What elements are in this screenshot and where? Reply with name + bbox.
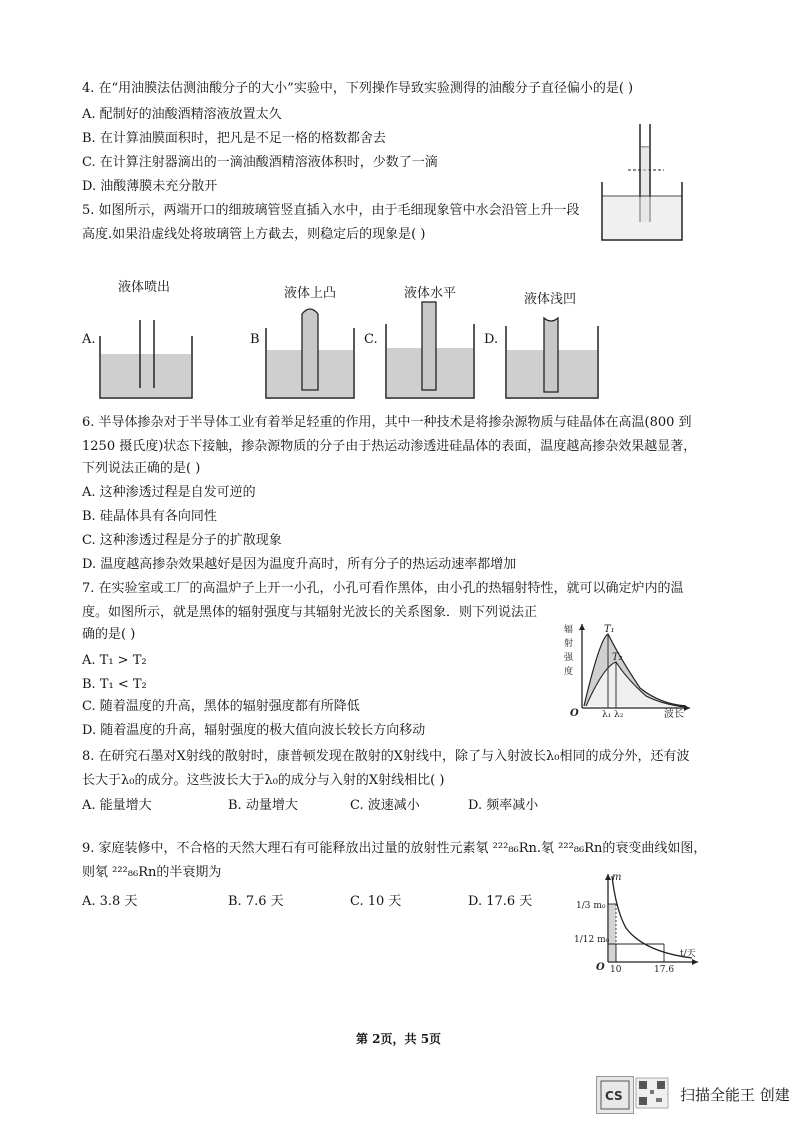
q7-stem-line3: 确的是( ): [82, 627, 136, 642]
q7-option-a: A. T₁ > T₂: [82, 653, 147, 668]
q4-stem: 4. 在“用油膜法估测油酸分子的大小”实验中，下列操作导致实验测得的油酸分子直径偏小的是( ): [82, 81, 634, 96]
q4-option-d: D. 油酸薄膜未充分散开: [82, 179, 218, 194]
q4-option-a: A. 配制好的油酸酒精溶液放置太久: [82, 107, 282, 122]
q5-stem-line2: 高度.如果沿虚线处将玻璃管上方截去，则稳定后的现象是( ): [82, 227, 426, 242]
q5-choice-b-caption: 液体上凸: [284, 286, 337, 301]
q4-option-b: B. 在计算油膜面积时，把凡是不足一格的格数都舍去: [82, 131, 386, 146]
q8-stem-line2: 长大于λ₀的成分。这些波长大于λ₀的成分与入射的X射线相比( ): [82, 773, 445, 788]
q7-option-b: B. T₁ < T₂: [82, 677, 147, 692]
q9-stem-line1: 9. 家庭装修中，不合格的天然大理石有可能释放出过量的放射性元素氡 ²²²₈₆Rn.氡 ²²²₈₆Rn的衰变曲线如图，: [82, 841, 707, 856]
q9-graph-xtick2: 17.6: [654, 965, 675, 975]
q5-choice-d-figure: [504, 308, 600, 400]
q5-choice-a-figure: [98, 318, 194, 400]
q8-option-d: D. 频率减小: [468, 798, 539, 813]
page-footer: 第 2页，共 5页: [356, 1032, 442, 1046]
q9-option-a: A. 3.8 天: [82, 894, 138, 909]
q8-option-c: C. 波速减小: [350, 798, 420, 813]
q5-choice-c-caption: 液体水平: [404, 286, 457, 301]
watermark-text: 扫描全能王 创建: [680, 1086, 790, 1104]
q9-option-b: B. 7.6 天: [228, 894, 284, 909]
q7-graph-curve2: T₂: [612, 652, 623, 663]
q5-choice-c-figure: [384, 300, 476, 400]
q9-graph-xtick1: 10: [610, 965, 622, 975]
q7-graph-ylabel-4: 度: [564, 667, 574, 677]
q5-choice-a-caption: 液体喷出: [118, 280, 171, 295]
q6-stem-line3: 下列说法正确的是( ): [82, 461, 201, 476]
q7-graph-ylabel-2: 射: [564, 639, 574, 649]
q7-graph-tick1: λ₁: [602, 710, 612, 720]
q6-option-a: A. 这种渗透过程是自发可逆的: [82, 485, 256, 500]
q7-blackbody-graph: [560, 618, 700, 718]
q9-graph-xlabel: t/天: [680, 949, 696, 959]
q7-option-d: D. 随着温度的升高，辐射强度的极大值向波长较长方向移动: [82, 723, 426, 738]
q5-capillary-figure: [598, 122, 688, 242]
q7-graph-xlabel: 波长: [664, 709, 684, 720]
q9-graph-origin: O: [596, 962, 605, 973]
q5-choice-d-letter: D.: [484, 332, 499, 347]
watermark-logo-text: CS: [605, 1089, 623, 1103]
q7-stem-line2: 度。如图所示，就是黑体的辐射强度与其辐射光波长的关系图象．则下列说法正: [82, 605, 538, 620]
q9-option-d: D. 17.6 天: [468, 894, 533, 909]
q9-graph-ytick1: 1/3 m₀: [576, 901, 606, 911]
q6-option-d: D. 温度越高掺杂效果越好是因为温度升高时，所有分子的热运动速率都增加: [82, 557, 517, 572]
q6-option-c: C. 这种渗透过程是分子的扩散现象: [82, 533, 282, 548]
q5-choice-a-letter: A.: [82, 332, 96, 347]
q6-stem-line1: 6. 半导体掺杂对于半导体工业有着举足轻重的作用，其中一种技术是将掺杂源物质与硅晶体在高温(800 到: [82, 415, 692, 430]
q8-option-a: A. 能量增大: [82, 798, 152, 813]
q6-option-b: B. 硅晶体具有各向同性: [82, 509, 217, 524]
q7-stem-line1: 7. 在实验室或工厂的高温炉子上开一小孔，小孔可看作黑体，由小孔的热辐射特性，就可以确定炉内的温: [82, 581, 684, 596]
q5-stem-line1: 5. 如图所示，两端开口的细玻璃管竖直插入水中，由于毛细现象管中水会沿管上升一段: [82, 203, 580, 218]
q9-option-c: C. 10 天: [350, 894, 402, 909]
q7-graph-ylabel-3: 强: [564, 653, 574, 663]
q9-graph-ytick2: 1/12 m₀: [574, 935, 610, 945]
q4-option-c: C. 在计算注射器滴出的一滴油酸酒精溶液体积时，少数了一滴: [82, 155, 438, 170]
q9-decay-graph: [572, 870, 712, 978]
watermark-qr-icon: [636, 1078, 668, 1108]
q6-stem-line2: 1250 摄氏度)状态下接触，掺杂源物质的分子由于热运动渗透进硅晶体的表面，温度越高掺杂效果越显著，: [82, 439, 697, 454]
q5-choice-d-caption: 液体浅凹: [524, 292, 577, 307]
q5-choice-b-letter: B: [250, 332, 260, 347]
q7-graph-ylabel-1: 辐: [564, 625, 574, 635]
q5-choice-b-figure: [264, 300, 356, 400]
q5-choice-c-letter: C.: [364, 332, 378, 347]
watermark-logo: [596, 1076, 634, 1114]
q7-graph-curve1: T₁: [604, 624, 615, 635]
q7-option-c: C. 随着温度的升高，黑体的辐射强度都有所降低: [82, 699, 360, 714]
q9-graph-ylabel: m: [612, 872, 622, 883]
q7-graph-origin: O: [570, 708, 579, 719]
q8-option-b: B. 动量增大: [228, 798, 298, 813]
q8-stem-line1: 8. 在研究石墨对X射线的散射时，康普顿发现在散射的X射线中，除了与入射波长λ₀相同的成分外，还有波: [82, 749, 690, 764]
q7-graph-tick2: λ₂: [614, 710, 624, 720]
q9-stem-line2: 则氡 ²²²₈₆Rn的半衰期为: [82, 865, 222, 880]
